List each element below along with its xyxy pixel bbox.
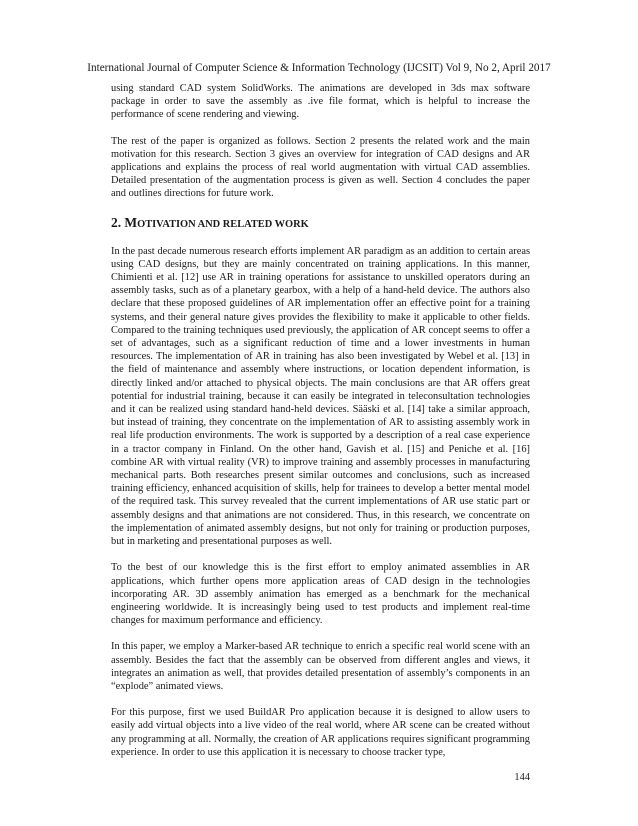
paragraph-continuation: using standard CAD system SolidWorks. The animations are developed in 3ds max software package in order to save the assembly as .ive file format, which is helpful to increase the performance of scene rendering and viewing.	[111, 83, 530, 121]
section-title-initial: M	[124, 214, 138, 230]
paragraph-related-work: In the past decade numerous research efforts implement AR paradigm as an addition to certain areas using CAD designs, but they are mainly concentrated on training applications. In this manner, Chimienti et al. [12] use AR in training operations for assistance to unskilled operators during an assembly tasks, such as of a planetary gearbox, with a help of a hand-held device. The authors also declare that these proposed guidelines of AR implementation offer an effective point for a training systems, and their general nature gives provides the flexibility to make it applicable to other fields. Compared to the training techniques used previously, the application of AR concept seems to offer a set of advantages, such as a significant reduction of time and a lower investments in human resources. The implementation of AR in training has also been investigated by Webel et al. [13] in the field of maintenance and assembly where instructions, or location dependent information, is directly linked and/or attached to physical objects. The main conclusions are that AR offers great potential for industrial training, because it can easily be integrated in teleconsultation technologies and it can be realized using standard hand-held devices. Sääski et al. [14] take a similar approach, but instead of training, they concentrate on the implementation of AR to assisting assembly work in real life production environments. The work is supported by a description of a real case experience in a tractor company in Finland. On the other hand, Gavish et al. [15] and Peniche et al. [16] combine AR with virtual reality (VR) to improve training and assembly processes in manufacturing mechanical parts. Both researches present similar outcomes and conclusions, such as increased training efficiency, enhanced acquisition of skills, help for trainees to develop a better mental model of the required task. This survey revealed that the current implementations of AR use static part or assembly designs and that animations are not considered. Thus, in this research, we concentrate on the implementation of animated assembly designs, but not only for training or production purposes, but in marketing and presentational purposes as well.	[111, 245, 530, 548]
paragraph-buildar-pro: For this purpose, first we used BuildAR Pro application because it is designed to allow users to easily add virtual objects into a live video of the real world, where AR scene can be created without any programming at all. Normally, the creation of AR applications requires significant programming experience. In order to use this application it is necessary to choose tracker type,	[111, 707, 530, 758]
paragraph-paper-organization: The rest of the paper is organized as follows. Section 2 presents the related work and the main motivation for this research. Section 3 gives an overview for integration of CAD designs and AR applications and explains the process of real world augmentation with virtual CAD assemblies. Detailed presentation of the augmentation process is given as well. Section 4 concludes the paper and outlines directions for future work.	[111, 135, 530, 200]
page-number: 144	[514, 772, 530, 783]
paragraph-marker-based-ar: In this paper, we employ a Marker-based AR technique to enrich a specific real world scene with an assembly. Besides the fact that the assembly can be observed from different angles and views, it integrates an animation as well, that provides detailed presentation of assembly’s components in an “explode” animated views.	[111, 641, 530, 692]
body-text	[111, 82, 530, 759]
section-number: 2.	[111, 214, 122, 230]
paragraph-first-effort: To the best of our knowledge this is the first effort to employ animated assemblies in AR applications, which further opens more application areas of CAD design in the technologies incorporating AR. 3D assembly animation has emerged as a benchmark for the mechanical engineering worldwide. It is increasingly being used to test products and implement real-time changes for maximum performance and efficiency.	[111, 562, 530, 627]
section-title-rest: OTIVATION AND RELATED WORK	[137, 218, 309, 230]
journal-running-header: International Journal of Computer Science & Information Technology (IJCSIT) Vol 9, No 2, April 2017	[87, 62, 551, 74]
section-heading	[111, 215, 530, 233]
